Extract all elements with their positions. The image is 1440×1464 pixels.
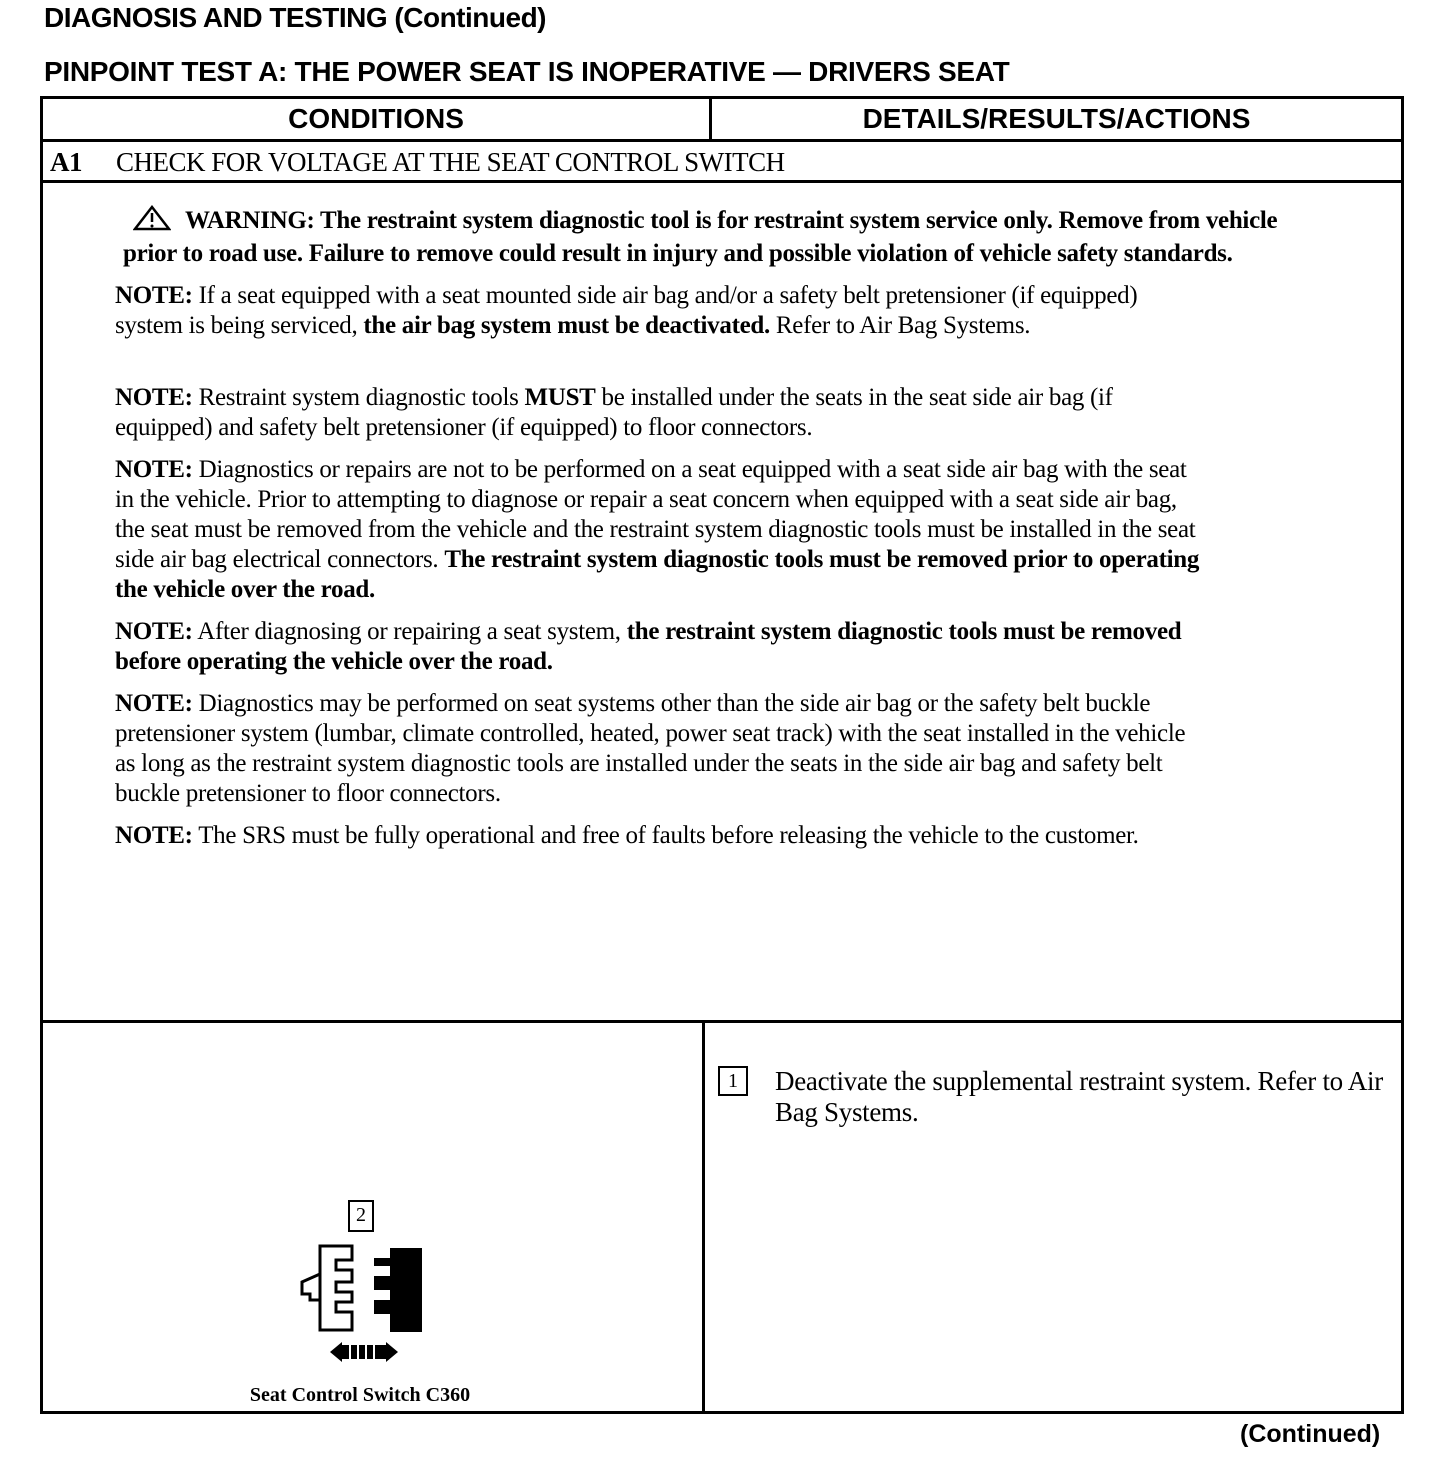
step-title: CHECK FOR VOLTAGE AT THE SEAT CONTROL SWITCH bbox=[116, 147, 785, 177]
note-diagnostic-tools-install bbox=[115, 383, 1205, 443]
warning-triangle-icon bbox=[133, 205, 171, 239]
connector-disconnect-icon bbox=[290, 1240, 430, 1370]
column-header-conditions: CONDITIONS bbox=[288, 103, 464, 134]
action-text: Deactivate the supplemental restraint system. Refer to Air Bag Systems. bbox=[775, 1066, 1383, 1127]
note-emphasis: The restraint system diagnostic tools must be removed prior to operating the vehicle over the road. bbox=[115, 546, 1200, 603]
note-text: The SRS must be fully operational and free of faults before releasing the vehicle to the customer. bbox=[198, 822, 1139, 849]
note-text: If a seat equipped with a seat mounted side air bag and/or a safety belt pretensioner (if equipped) system is being serviced, bbox=[115, 282, 1138, 339]
column-header-details: DETAILS/RESULTS/ACTIONS bbox=[862, 103, 1251, 134]
note-text-end: Refer to Air Bag Systems. bbox=[775, 312, 1031, 339]
note-emphasis: MUST bbox=[524, 384, 596, 411]
note-label: NOTE: bbox=[115, 822, 193, 849]
figure-caption: Seat Control Switch C360 bbox=[249, 1384, 471, 1406]
header-divider bbox=[40, 139, 1404, 142]
note-text: Diagnostics or repairs are not to be performed on a seat equipped with a seat side air bag with the seat in the vehicle. Prior to attempting to diagnose or repair a seat concern when equipped with a seat side air bag, the seat must be removed from the vehicle and the restraint system diagnostic tools must be installed in the seat side air bag electrical connectors. bbox=[115, 456, 1196, 573]
note-label: NOTE: bbox=[115, 384, 193, 411]
note-label: NOTE: bbox=[115, 456, 193, 483]
action-number-box: 1 bbox=[718, 1066, 748, 1096]
note-text: Diagnostics may be performed on seat systems other than the side air bag or the safety belt buckle pretensioner system (lumbar, climate controlled, heated, power seat track) with the seat installed in the vehicle as long as the restraint system diagnostic tools are installed under the seats in the side air bag and safety belt buckle pretensioner to floor connectors. bbox=[115, 690, 1186, 807]
warning-lead bbox=[133, 205, 315, 239]
pinpoint-test-title: PINPOINT TEST A: THE POWER SEAT IS INOPERATIVE — DRIVERS SEAT bbox=[44, 56, 1010, 87]
warning-text: The restraint system diagnostic tool is for restraint system service only. Remove from vehicle prior to road use. Failure to remove could result in injury and possible violation of vehicle safety standards. bbox=[123, 207, 1278, 267]
note-after-repair bbox=[115, 617, 1205, 677]
note-emphasis: the air bag system must be deactivated. bbox=[363, 312, 770, 339]
note-airbag-deactivate bbox=[115, 281, 1205, 341]
note-other-seat-systems bbox=[115, 689, 1205, 809]
note-label: NOTE: bbox=[115, 618, 193, 645]
note-label: NOTE: bbox=[115, 690, 193, 717]
note-label: NOTE: bbox=[115, 282, 193, 309]
note-seat-removal bbox=[115, 455, 1205, 605]
warning-block bbox=[123, 205, 1293, 269]
page-title: DIAGNOSIS AND TESTING (Continued) bbox=[44, 2, 546, 33]
warning-label: WARNING: bbox=[185, 207, 315, 234]
continued-label: (Continued) bbox=[1240, 1420, 1381, 1448]
step-heading bbox=[50, 147, 785, 178]
note-srs-operational bbox=[115, 821, 1205, 851]
note-emphasis: the restraint system diagnostic tools must be removed before operating the vehicle over the road. bbox=[115, 618, 1182, 675]
lower-column-divider bbox=[702, 1020, 705, 1414]
step-row-divider bbox=[40, 180, 1404, 183]
step-id: A1 bbox=[50, 147, 82, 177]
note-text: After diagnosing or repairing a seat system, bbox=[197, 618, 621, 645]
note-text: Restraint system diagnostic tools bbox=[198, 384, 519, 411]
note-text-end: be installed under the seats in the seat side air bag (if equipped) and safety belt pretensioner (if equipped) to floor connectors. bbox=[115, 384, 1113, 441]
figure-callout-box: 2 bbox=[348, 1200, 374, 1232]
notes-section bbox=[115, 205, 1315, 863]
notes-divider bbox=[40, 1020, 1404, 1023]
